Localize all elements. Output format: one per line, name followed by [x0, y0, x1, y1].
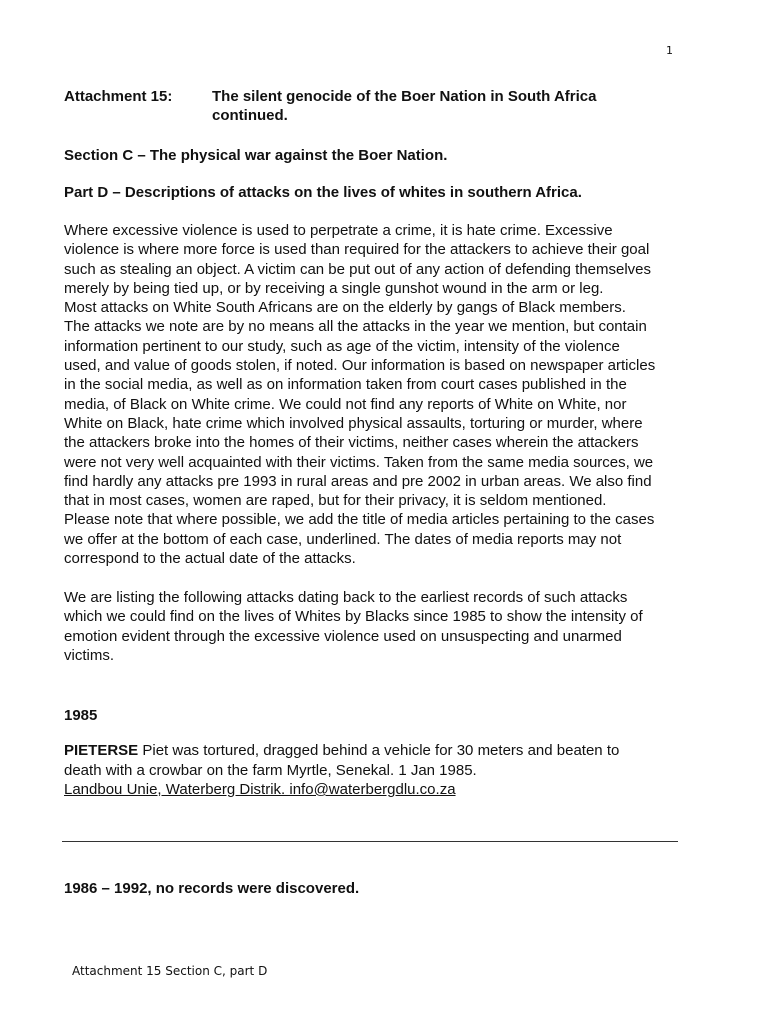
- intro-paragraph: [64, 221, 684, 568]
- section-divider: [62, 841, 678, 842]
- intro-paragraph-line: Most attacks on White South Africans are on the elderly by gangs of Black members.: [64, 299, 626, 317]
- attachment-title: [212, 87, 652, 125]
- intro-paragraph-line: were not very well acquainted with their victims. Taken from the same media sources, we: [64, 453, 654, 471]
- year-heading-1985: 1985: [64, 707, 98, 724]
- intro-paragraph-line: such as stealing an object. A victim can be put out of any action of defending themselves: [64, 260, 652, 278]
- case-description-part1: Piet was tortured, dragged behind a vehicle for 30 meters and beaten to: [138, 742, 620, 759]
- intro-paragraph-line: media, of Black on White crime. We could not find any reports of White on White, nor: [64, 395, 627, 413]
- case-description-part2: death with a crowbar on the farm Myrtle, Senekal. 1 Jan 1985.: [64, 761, 477, 779]
- page-number: 1: [666, 44, 673, 57]
- intro-paragraph-line: information pertinent to our study, such as age of the victim, intensity of the violence: [64, 337, 620, 355]
- part-d-heading: Part D – Descriptions of attacks on the lives of whites in southern Africa.: [64, 184, 582, 201]
- document-heading: [64, 87, 652, 125]
- case-source-link[interactable]: Landbou Unie, Waterberg Distrik. info@waterbergdlu.co.za: [64, 781, 456, 798]
- intro-paragraph-line: the attackers broke into the homes of their victims, neither cases wherein the attackers: [64, 434, 639, 452]
- intro-paragraph-line: in the social media, as well as on information taken from court cases published in the: [64, 376, 627, 394]
- section-c-heading: Section C – The physical war against the Boer Nation.: [64, 147, 448, 164]
- intro-paragraph-line: White on Black, hate crime which involved physical assaults, torturing or murder, where: [64, 414, 643, 432]
- intro-paragraph-line: we offer at the bottom of each case, underlined. The dates of media reports may not: [64, 530, 622, 548]
- intro-paragraph-line: find hardly any attacks pre 1993 in rural areas and pre 2002 in urban areas. We also find: [64, 472, 652, 490]
- listing-paragraph-line: which we could find on the lives of Whites by Blacks since 1985 to show the intensity of: [64, 608, 643, 626]
- case-victim-name: PIETERSE: [64, 742, 139, 759]
- listing-paragraph: [64, 588, 684, 665]
- intro-paragraph-line: Where excessive violence is used to perpetrate a crime, it is hate crime. Excessive: [64, 222, 613, 239]
- listing-paragraph-line: emotion evident through the excessive violence used on unsuspecting and unarmed: [64, 627, 622, 645]
- intro-paragraph-line: Please note that where possible, we add the title of media articles pertaining to the cases: [64, 511, 655, 529]
- attachment-label: Attachment 15:: [64, 88, 173, 105]
- case-text-line1: [64, 741, 684, 761]
- attachment-title-line2: continued.: [212, 107, 288, 124]
- intro-paragraph-line: that in most cases, women are raped, but for their privacy, it is seldom mentioned.: [64, 492, 607, 510]
- no-records-heading: 1986 – 1992, no records were discovered.: [64, 880, 360, 897]
- attachment-title-line1: The silent genocide of the Boer Nation in South Africa: [212, 88, 597, 105]
- listing-paragraph-line: We are listing the following attacks dating back to the earliest records of such attacks: [64, 589, 628, 606]
- page-footer: Attachment 15 Section C, part D: [72, 964, 268, 978]
- listing-paragraph-line: victims.: [64, 646, 114, 664]
- case-entry-pieterse: [64, 741, 684, 800]
- intro-paragraph-line: violence is where more force is used than required for the attackers to achieve their goal: [64, 241, 650, 259]
- intro-paragraph-line: merely by being tied up, or by receiving a single gunshot wound in the arm or leg.: [64, 279, 604, 297]
- intro-paragraph-line: The attacks we note are by no means all the attacks in the year we mention, but contain: [64, 318, 647, 336]
- intro-paragraph-line: used, and value of goods stolen, if noted. Our information is based on newspaper articles: [64, 357, 656, 375]
- intro-paragraph-line: correspond to the actual date of the attacks.: [64, 550, 356, 568]
